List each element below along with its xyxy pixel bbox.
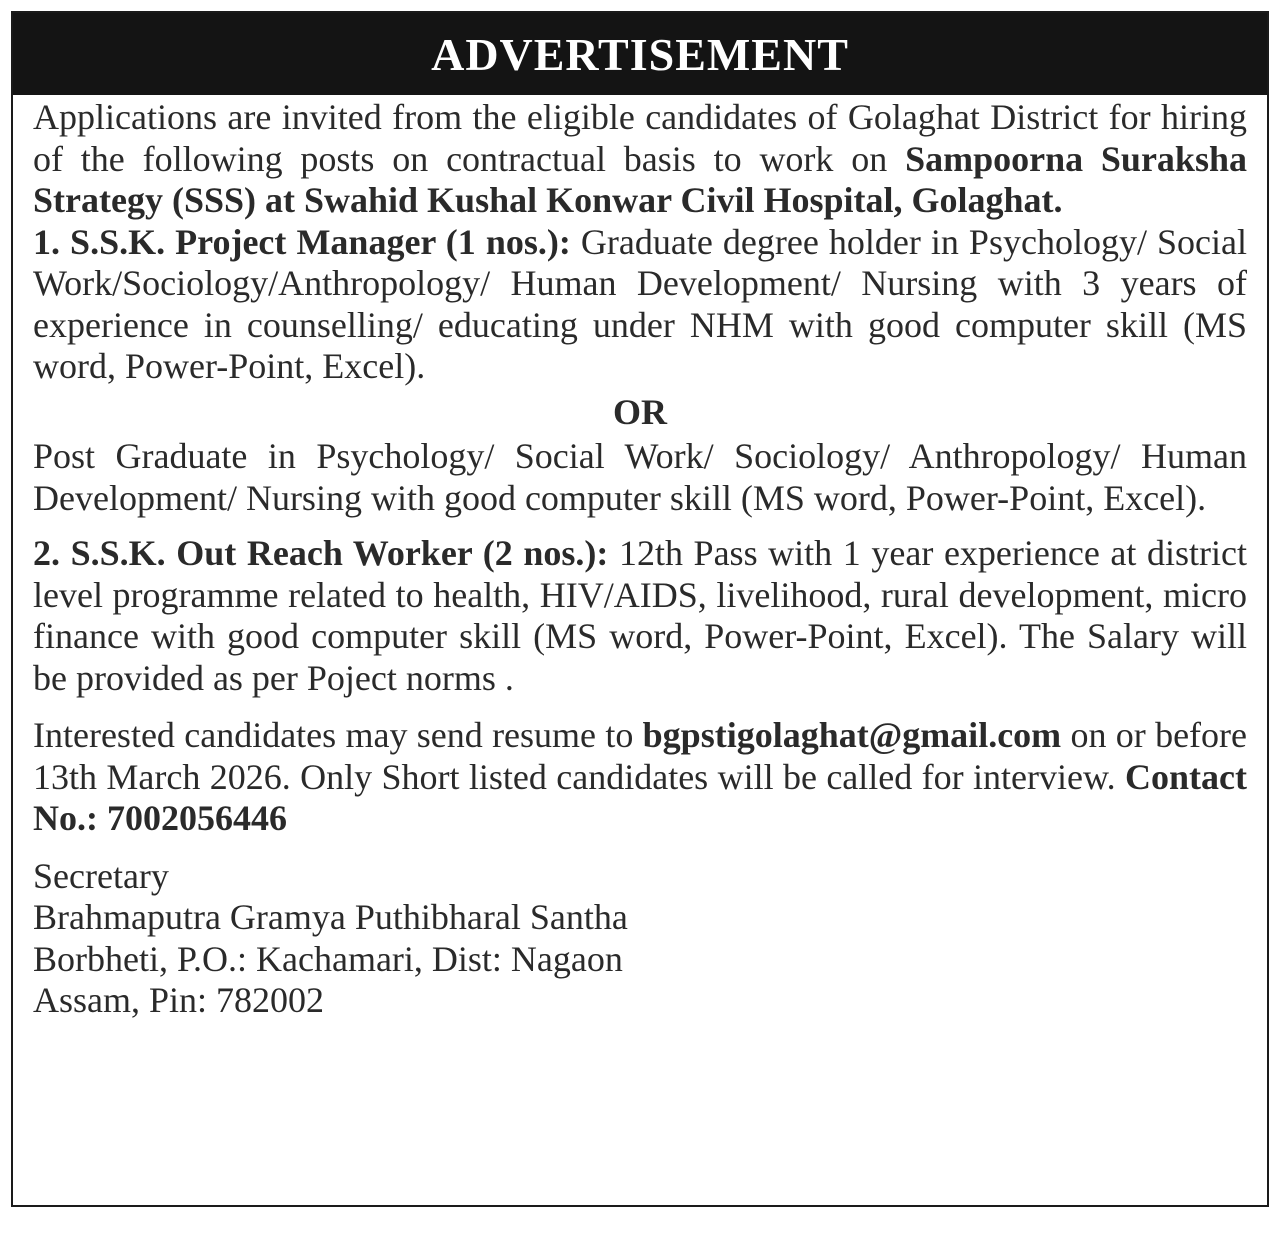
apply-paragraph xyxy=(33,715,1247,840)
apply-text-1: Interested candidates may send resume to xyxy=(33,715,643,755)
signature-title: Secretary xyxy=(33,855,169,896)
post1-paragraph xyxy=(33,222,1247,388)
post2-paragraph xyxy=(33,533,1247,699)
advertisement-body xyxy=(13,95,1267,1022)
or-separator: OR xyxy=(613,391,667,432)
post1-alternative: Post Graduate in Psychology/ Social Work/ Sociology/ Anthropology/ Human Development/ Nursing with good computer skill (MS word, Power-Point, Excel). xyxy=(33,436,1247,518)
post1-requirements: Graduate degree holder in Psychology/ Social Work/Sociology/Anthropology/ Human Development/ Nursing with 3 years of experience in counselling/ educating under NHM with good computer skill (MS word, Power-Point, Excel). xyxy=(33,221,1247,386)
contact-number: Contact No.: 7002056446 xyxy=(33,756,1247,838)
intro-paragraph xyxy=(33,97,1247,222)
post1-heading: 1. S.S.K. Project Manager (1 nos.): xyxy=(33,221,571,262)
signature-block xyxy=(33,856,1247,1022)
post2-heading: 2. S.S.K. Out Reach Worker (2 nos.): xyxy=(33,533,609,573)
signature-address: Borbheti, P.O.: Kachamari, Dist: Nagaon xyxy=(33,938,623,979)
advertisement-title: ADVERTISEMENT xyxy=(431,28,849,80)
signature-organization: Brahmaputra Gramya Puthibharal Santha xyxy=(33,897,628,937)
intro-text: Applications are invited from the eligible candidates of Golaghat District for hiring of the following posts on contractual basis to work on xyxy=(33,97,1247,179)
contact-email[interactable]: bgpstigolaghat@gmail.com xyxy=(642,715,1062,755)
advertisement-frame xyxy=(11,11,1269,1207)
apply-text-2: on or before 13th March 2026. Only Short listed candidates will be called for interview. xyxy=(33,715,1248,797)
advertisement-header xyxy=(13,13,1267,95)
intro-project-name: Sampoorna Suraksha Strategy (SSS) at Swahid Kushal Konwar Civil Hospital, Golaghat. xyxy=(33,138,1247,220)
post2-requirements: 12th Pass with 1 year experience at district level programme related to health, HIV/AIDS, livelihood, rural development, micro finance with good computer skill (MS word, Power-Point, Excel). The Salary will be provided as per Poject norms . xyxy=(33,533,1247,698)
signature-pin: Assam, Pin: 782002 xyxy=(33,980,325,1020)
